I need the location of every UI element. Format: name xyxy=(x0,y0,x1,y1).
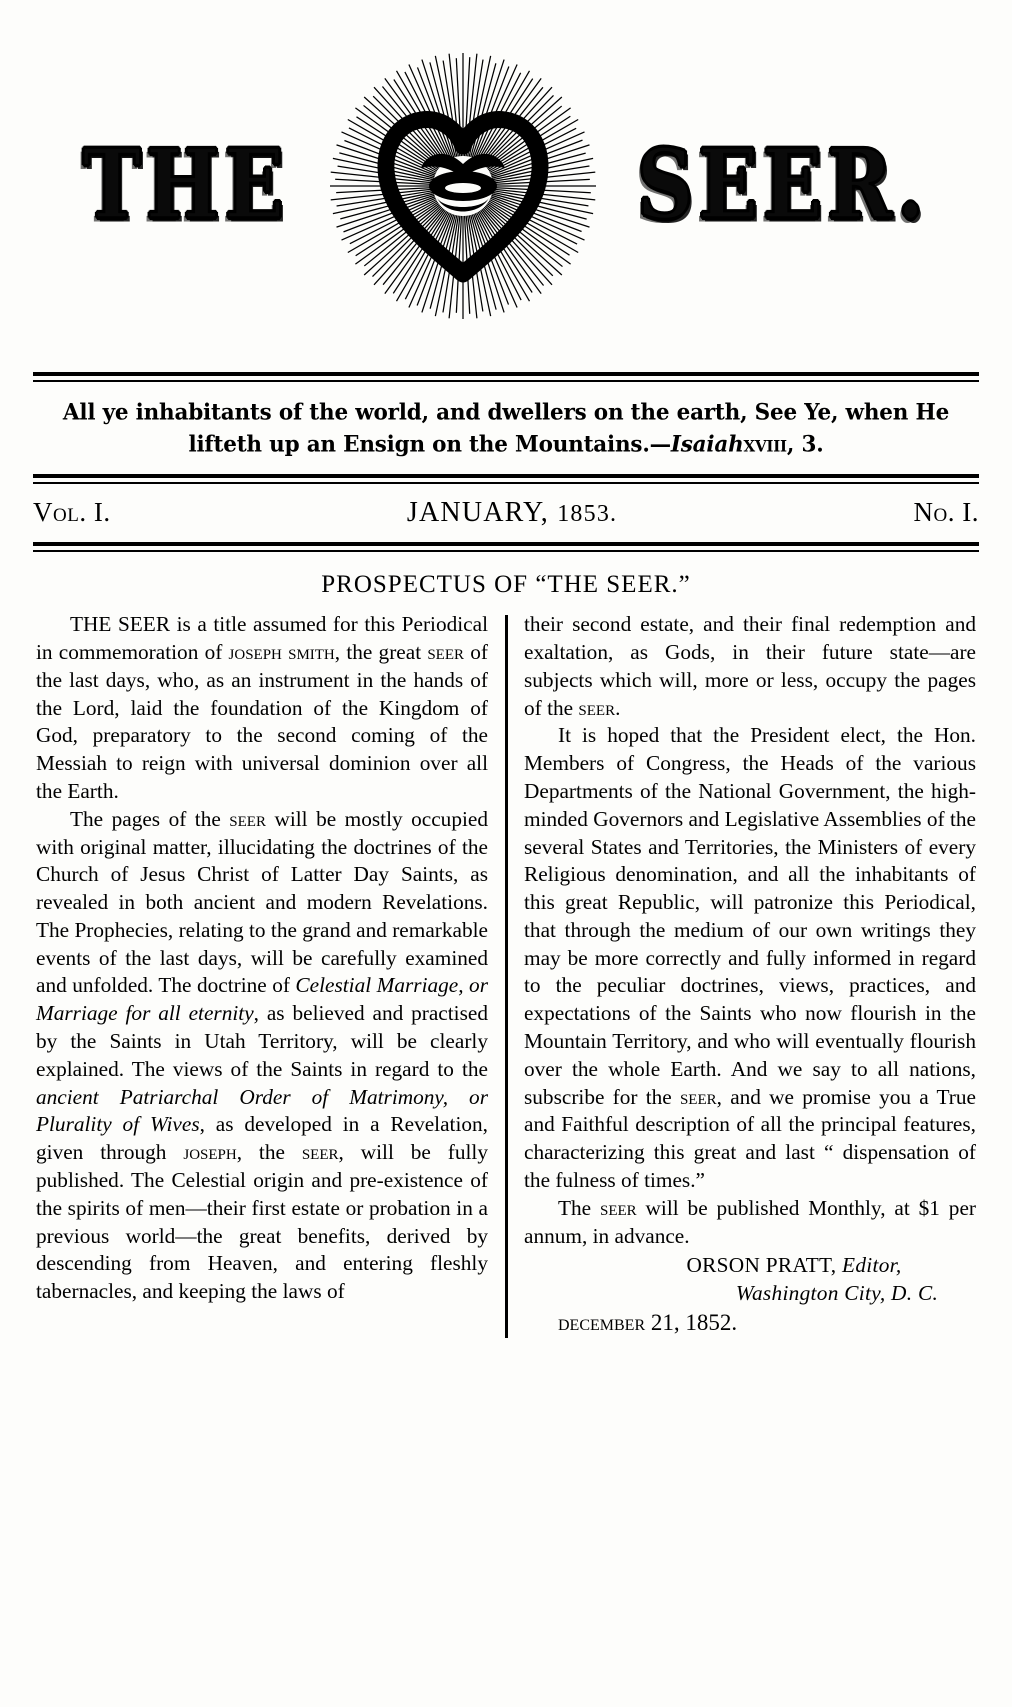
paragraph-text: their second estate, and their final redemption and exaltation, as Gods, in their future state—are subjects which will, more or less, occupy the pages of the xyxy=(524,612,976,720)
paragraph xyxy=(36,806,488,1306)
paragraph-text: The pages of the xyxy=(70,806,230,831)
paragraph-text: of the last days, who, as an instrument in the hands of the Lord, laid the foundation of the Kingdom of God, preparatory to the second coming of the Messiah to reign with universal dominion over all the Earth. xyxy=(36,640,488,803)
article-columns xyxy=(36,611,976,1338)
italic-celestial-marriage: Celestial Marriage, or Marriage for all eternity xyxy=(36,973,488,1026)
article-column-right xyxy=(524,611,976,1338)
paragraph-text: , and we promise you a True and Faithful description of all the principal features, characterizing this great and last “ dispensation of the fulness of times.” xyxy=(524,1084,976,1192)
editor-location: Washington City, D. C. xyxy=(735,1281,939,1306)
signature-block xyxy=(524,1252,976,1338)
epigraph-citation-book: Isaiah xyxy=(670,430,744,458)
smallcaps-seer: seer xyxy=(301,1140,339,1165)
divider-rule-mid xyxy=(33,474,979,484)
editor-role: Editor, xyxy=(842,1253,902,1278)
paragraph xyxy=(36,611,488,805)
paragraph-text: , the xyxy=(236,1140,302,1165)
epigraph-line-2 xyxy=(41,429,971,460)
issue-date xyxy=(407,497,617,529)
paragraph-text: , as developed in a Revelation, given through xyxy=(36,1112,489,1165)
smallcaps-seer: seer xyxy=(599,1195,637,1220)
paragraph-text: , the great xyxy=(334,640,428,665)
article-column-left xyxy=(36,611,488,1338)
epigraph-citation-chapter: xviii xyxy=(743,430,787,458)
masthead xyxy=(0,0,1012,372)
smallcaps-seer: seer xyxy=(578,695,616,720)
smallcaps-seer: seer xyxy=(229,806,266,831)
paragraph-text: . xyxy=(615,695,621,720)
article-headline: PROSPECTUS OF “THE SEER.” xyxy=(321,571,691,599)
lead-caps: THE SEER xyxy=(70,612,171,637)
smallcaps-seer: seer xyxy=(427,640,465,665)
signature-date: december 21, 1852. xyxy=(558,1309,738,1335)
paragraph-text: will be mostly occupied with original matter, illucidating the doctrines of the Church of Jesus Christ of Latter Day Saints, as revealed in both ancient and modern Revelations. The Prophecies, relating to the grand and remarkable events of the last days, will be carefully examined and unfolded. The doctrine of xyxy=(36,806,488,998)
radiant-heart-emblem xyxy=(329,52,597,320)
smallcaps-joseph: joseph xyxy=(183,1140,237,1165)
signature-place xyxy=(524,1280,976,1308)
volume-line xyxy=(29,484,983,542)
paragraph-text: is a title assumed for this Periodical in commemoration of xyxy=(36,612,488,665)
column-rule xyxy=(488,611,524,1338)
issue-month: JANUARY, xyxy=(406,497,558,529)
paragraph-subscription xyxy=(524,1195,976,1251)
signature-editor xyxy=(524,1252,976,1280)
smallcaps-seer: seer xyxy=(679,1084,717,1109)
epigraph xyxy=(41,397,971,460)
paragraph-text: , as believed and practised by the Saints in Utah Territory, will be clearly explained. The views of the Saints in regard to the xyxy=(36,1001,488,1081)
masthead-word-seer: SEER. xyxy=(636,129,930,241)
divider-rule-bottom xyxy=(33,542,979,552)
epigraph-line-1: All ye inhabitants of the world, and dwellers on the earth, See Ye, when He xyxy=(62,399,950,426)
paragraph xyxy=(524,722,976,1194)
masthead-word-the: THE xyxy=(82,129,289,241)
volume-number: Vol. I. xyxy=(33,497,111,528)
person-name-joseph-smith: joseph smith xyxy=(228,640,335,665)
divider-rule-top xyxy=(33,372,979,382)
issue-number: No. I. xyxy=(913,497,979,528)
issue-year: 1853. xyxy=(557,501,618,528)
paragraph xyxy=(524,611,976,722)
editor-name: ORSON PRATT, xyxy=(686,1253,843,1278)
paragraph-text: It is hoped that the President elect, the Hon. Members of Congress, the Heads of the various Departments of the National Government, the high-minded Governors and Legislative Assemblies of the several States and Territories, the Ministers of every Religious denomination, and all the inhabitants of this great Republic, will patronize this Periodical, that through the medium of our own writings they may be more correctly and fully informed in regard to the peculiar doctrines, views, practices, and expectations of the Saints who now flourish in the Mountain Territory, and who will eventually flourish over the whole Earth. And we say to all nations, subscribe for the xyxy=(524,723,976,1109)
epigraph-line-2-text: lifteth up an Ensign on the Mountains.— xyxy=(188,430,671,458)
italic-patriarchal-order: ancient Patriarchal Order of Matrimony, or Plurality of Wives xyxy=(36,1084,488,1137)
paragraph-text: The xyxy=(558,1195,600,1220)
paragraph-text: , will be fully published. The Celestial origin and pre-existence of the spirits of men—their first estate or probation in a previous world—the great benefits, derived by descending from Heaven, and entering fleshly tabernacles, and keeping the laws of xyxy=(36,1140,488,1304)
paragraph-text: will be published Monthly, at $1 per annum, in advance. xyxy=(524,1195,976,1248)
epigraph-citation-verse: , 3. xyxy=(786,430,824,458)
